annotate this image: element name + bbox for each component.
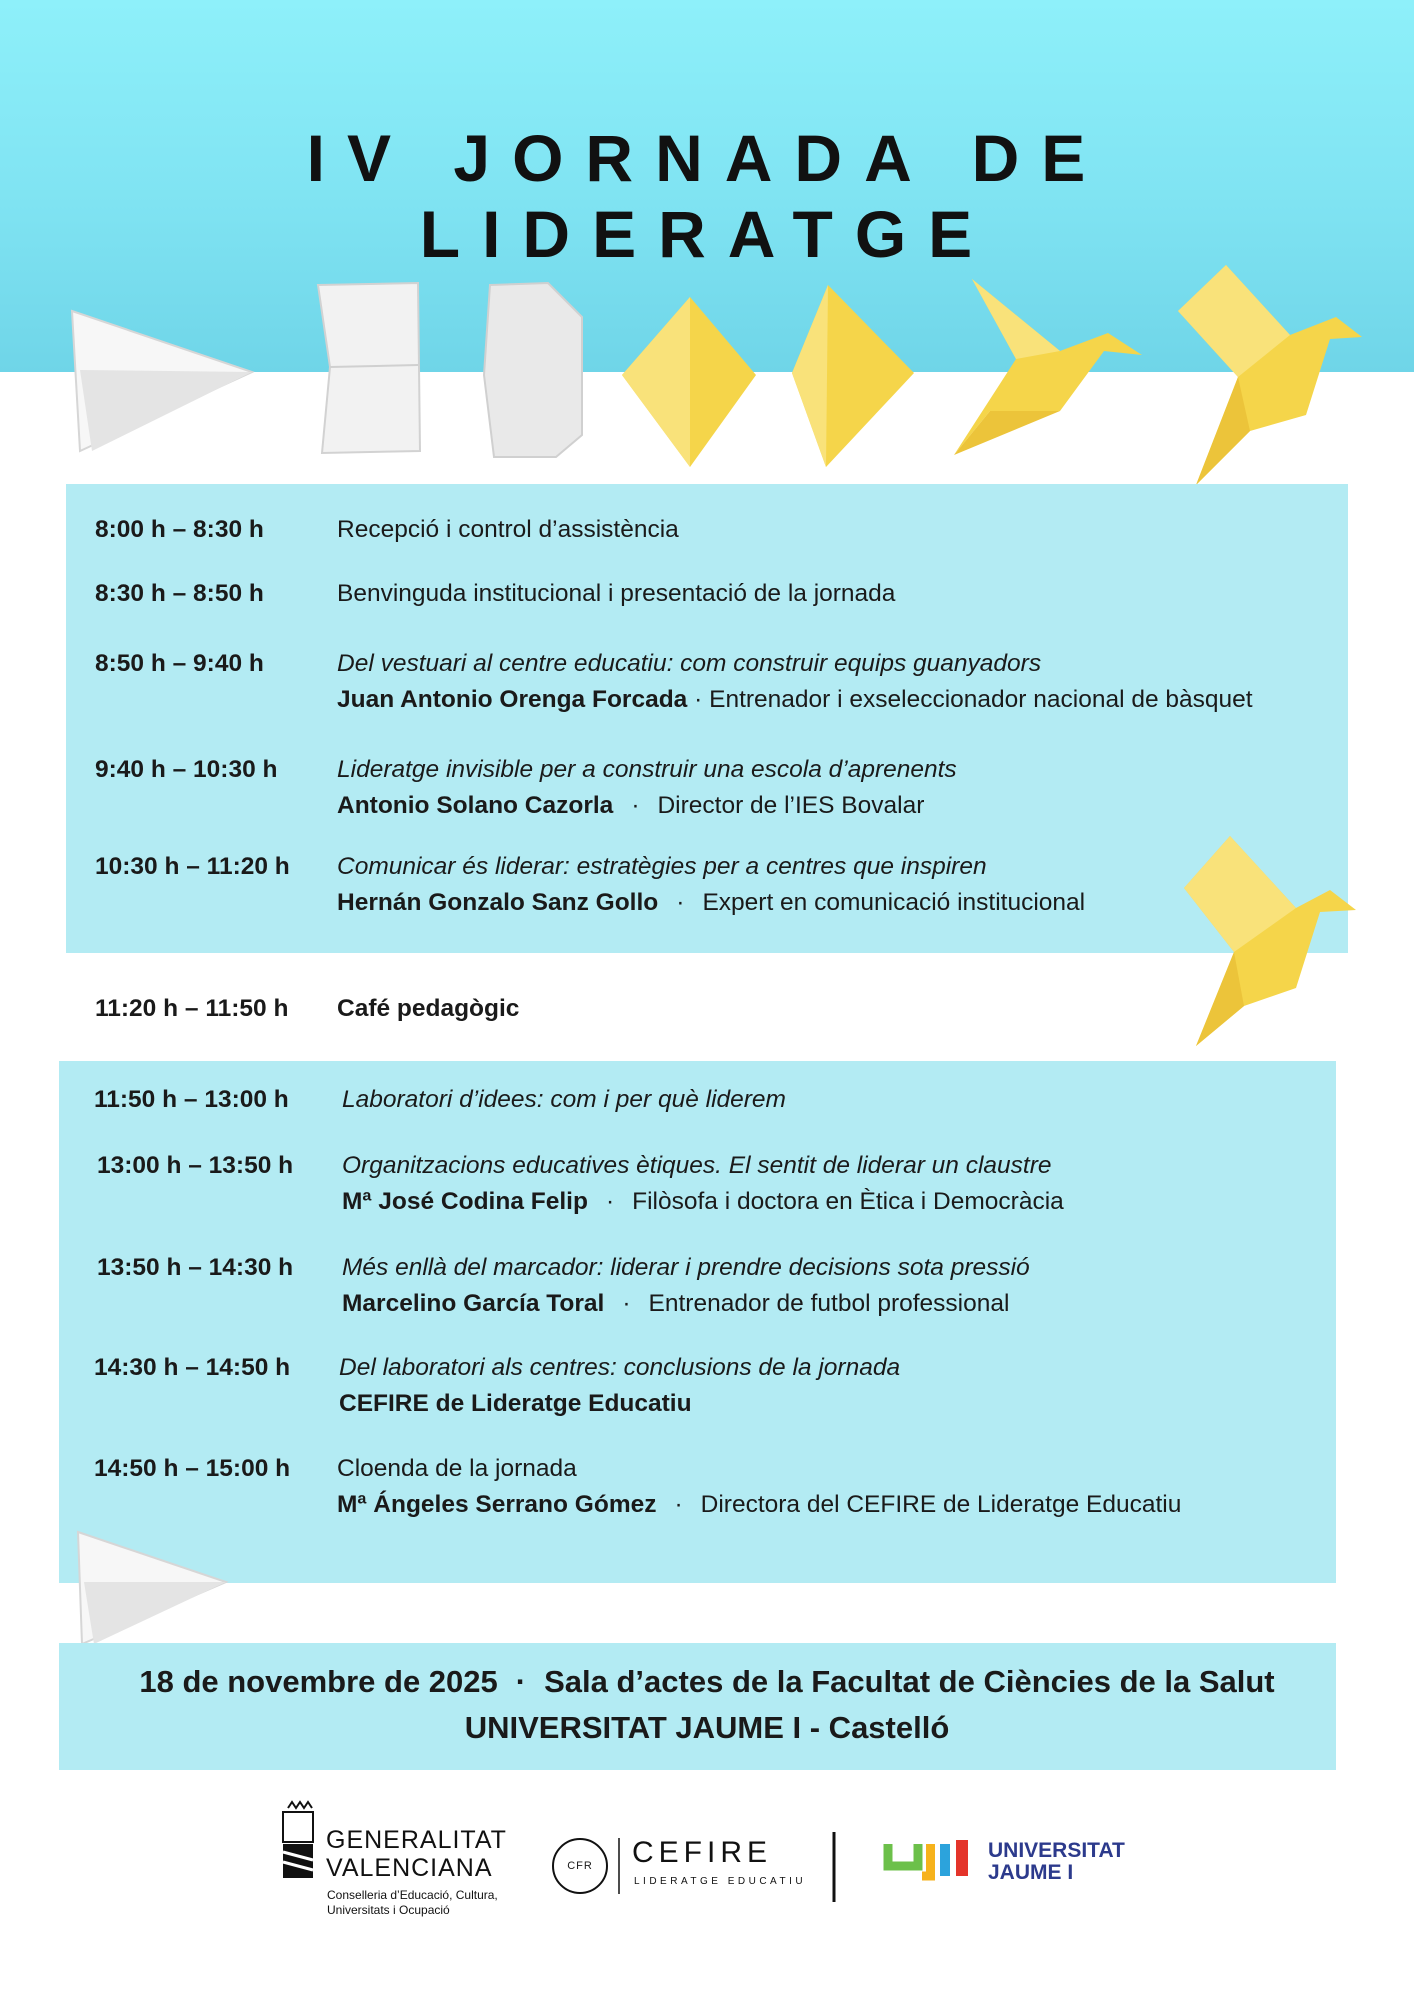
session-title: Cloenda de la jornada — [337, 1455, 577, 1482]
time-slot: 13:50 h – 14:30 h — [97, 1254, 294, 1281]
generalitat-shield-icon — [283, 1802, 313, 1878]
origami-decoration — [0, 255, 1414, 495]
time-slot: 8:30 h – 8:50 h — [95, 580, 264, 607]
separator-dot: · — [622, 1290, 631, 1317]
speaker-name: CEFIRE de Lideratge Educatiu — [339, 1390, 692, 1417]
separator-dot: · — [515, 1664, 527, 1699]
separator-dot: · — [676, 889, 685, 916]
separator-dot: · — [605, 1188, 615, 1215]
break-label: Café pedagògic — [337, 995, 520, 1022]
origami-bird-3-icon — [1180, 836, 1360, 1046]
time-slot: 13:00 h – 13:50 h — [97, 1152, 294, 1179]
origami-bird-2-icon — [1178, 265, 1362, 485]
event-university: UNIVERSITAT JAUME I - Castelló — [464, 1710, 950, 1745]
speaker-name: Hernán Gonzalo Sanz Gollo — [337, 889, 659, 916]
event-venue: Sala d’actes de la Facultat de Ciències de la Salut — [544, 1664, 1275, 1699]
time-slot: 9:40 h – 10:30 h — [95, 756, 278, 783]
uji-line1: UNIVERSITAT — [988, 1839, 1125, 1862]
origami-bird-icon — [954, 279, 1142, 455]
time-slot: 8:00 h – 8:30 h — [95, 516, 264, 543]
session-title: Del vestuari al centre educatiu: com construir equips guanyadors — [337, 650, 1042, 677]
session-title: Del laboratori als centres: conclusions de la jornada — [339, 1354, 901, 1381]
time-slot: 10:30 h – 11:20 h — [95, 853, 290, 880]
cefire-logo: CEFIRE — [632, 1836, 773, 1869]
speaker-name: Antonio Solano Cazorla — [337, 792, 614, 819]
session-title: Laboratori d’idees: com i per què liderem — [342, 1086, 786, 1113]
uji-line2: JAUME I — [988, 1861, 1074, 1884]
conselleria-label — [327, 1888, 498, 1918]
speaker-role: Entrenador i exseleccionador nacional de bàsquet — [709, 686, 1253, 713]
speaker-role: Directora del CEFIRE de Lideratge Educatiu — [700, 1491, 1182, 1518]
speaker-name: Mª José Codina Felip — [342, 1188, 588, 1215]
uji-logo — [988, 1840, 1125, 1884]
folded-paper-icon — [318, 283, 420, 453]
speaker-line — [342, 1184, 1064, 1220]
speaker-line — [337, 788, 924, 824]
gv-sub2: Universitats i Ocupació — [327, 1903, 450, 1917]
generalitat-logo — [326, 1826, 507, 1882]
cfr-logo-icon: CFR — [552, 1838, 608, 1894]
speaker-role: Entrenador de futbol professional — [648, 1290, 1010, 1317]
session-title: Lideratge invisible per a construir una escola d’aprenents — [337, 756, 957, 783]
time-slot: 14:50 h – 15:00 h — [94, 1455, 291, 1482]
speaker-line — [337, 682, 1253, 718]
speaker-name: Juan Antonio Orenga Forcada — [337, 686, 688, 713]
speaker-role: Expert en comunicació institucional — [702, 889, 1086, 916]
time-slot: 11:20 h – 11:50 h — [95, 995, 289, 1022]
speaker-line — [337, 1487, 1181, 1523]
yellow-diamond-icon — [622, 297, 756, 467]
time-slot: 11:50 h – 13:00 h — [94, 1086, 289, 1113]
separator-dot: · — [694, 686, 703, 713]
session-title: Benvinguda institucional i presentació de la jornada — [337, 580, 896, 607]
event-date-venue — [0, 1664, 1414, 1700]
page-title: IV JORNADA DE LIDERATGE — [306, 121, 1108, 271]
speaker-name: Marcelino García Toral — [342, 1290, 605, 1317]
cefire-subtitle: LIDERATGE EDUCATIU — [634, 1876, 807, 1887]
gv-sub1: Conselleria d’Educació, Cultura, — [327, 1888, 498, 1902]
speaker-line — [342, 1286, 1009, 1322]
speaker-line — [339, 1386, 692, 1422]
uji-logo-icon — [888, 1840, 968, 1876]
paper-plane-2-icon — [74, 1528, 234, 1648]
paper-plane-icon — [72, 311, 252, 451]
session-title: Organitzacions educatives ètiques. El sentit de liderar un claustre — [342, 1152, 1052, 1179]
time-slot: 8:50 h – 9:40 h — [95, 650, 264, 677]
gv-line2: VALENCIANA — [326, 1854, 493, 1882]
event-info-panel — [59, 1643, 1336, 1770]
session-title: Més enllà del marcador: liderar i prendre decisions sota pressió — [342, 1254, 1030, 1281]
speaker-role: Filòsofa i doctora en Ètica i Democràcia — [632, 1188, 1064, 1215]
speaker-name: Mª Ángeles Serrano Gómez — [337, 1491, 657, 1518]
time-slot: 14:30 h – 14:50 h — [94, 1354, 291, 1381]
logos-bar — [0, 1800, 1414, 1940]
yellow-kite-icon — [792, 285, 914, 467]
separator-dot: · — [674, 1491, 683, 1518]
session-title: Comunicar és liderar: estratègies per a centres que inspiren — [337, 853, 987, 880]
speaker-role: Director de l’IES Bovalar — [657, 792, 925, 819]
speaker-line — [337, 885, 1085, 921]
folded-paper-2-icon — [484, 283, 582, 457]
session-title: Recepció i control d’assistència — [337, 516, 679, 543]
gv-line1: GENERALITAT — [326, 1826, 507, 1854]
separator-dot: · — [631, 792, 640, 819]
event-date: 18 de novembre de 2025 — [139, 1664, 498, 1699]
